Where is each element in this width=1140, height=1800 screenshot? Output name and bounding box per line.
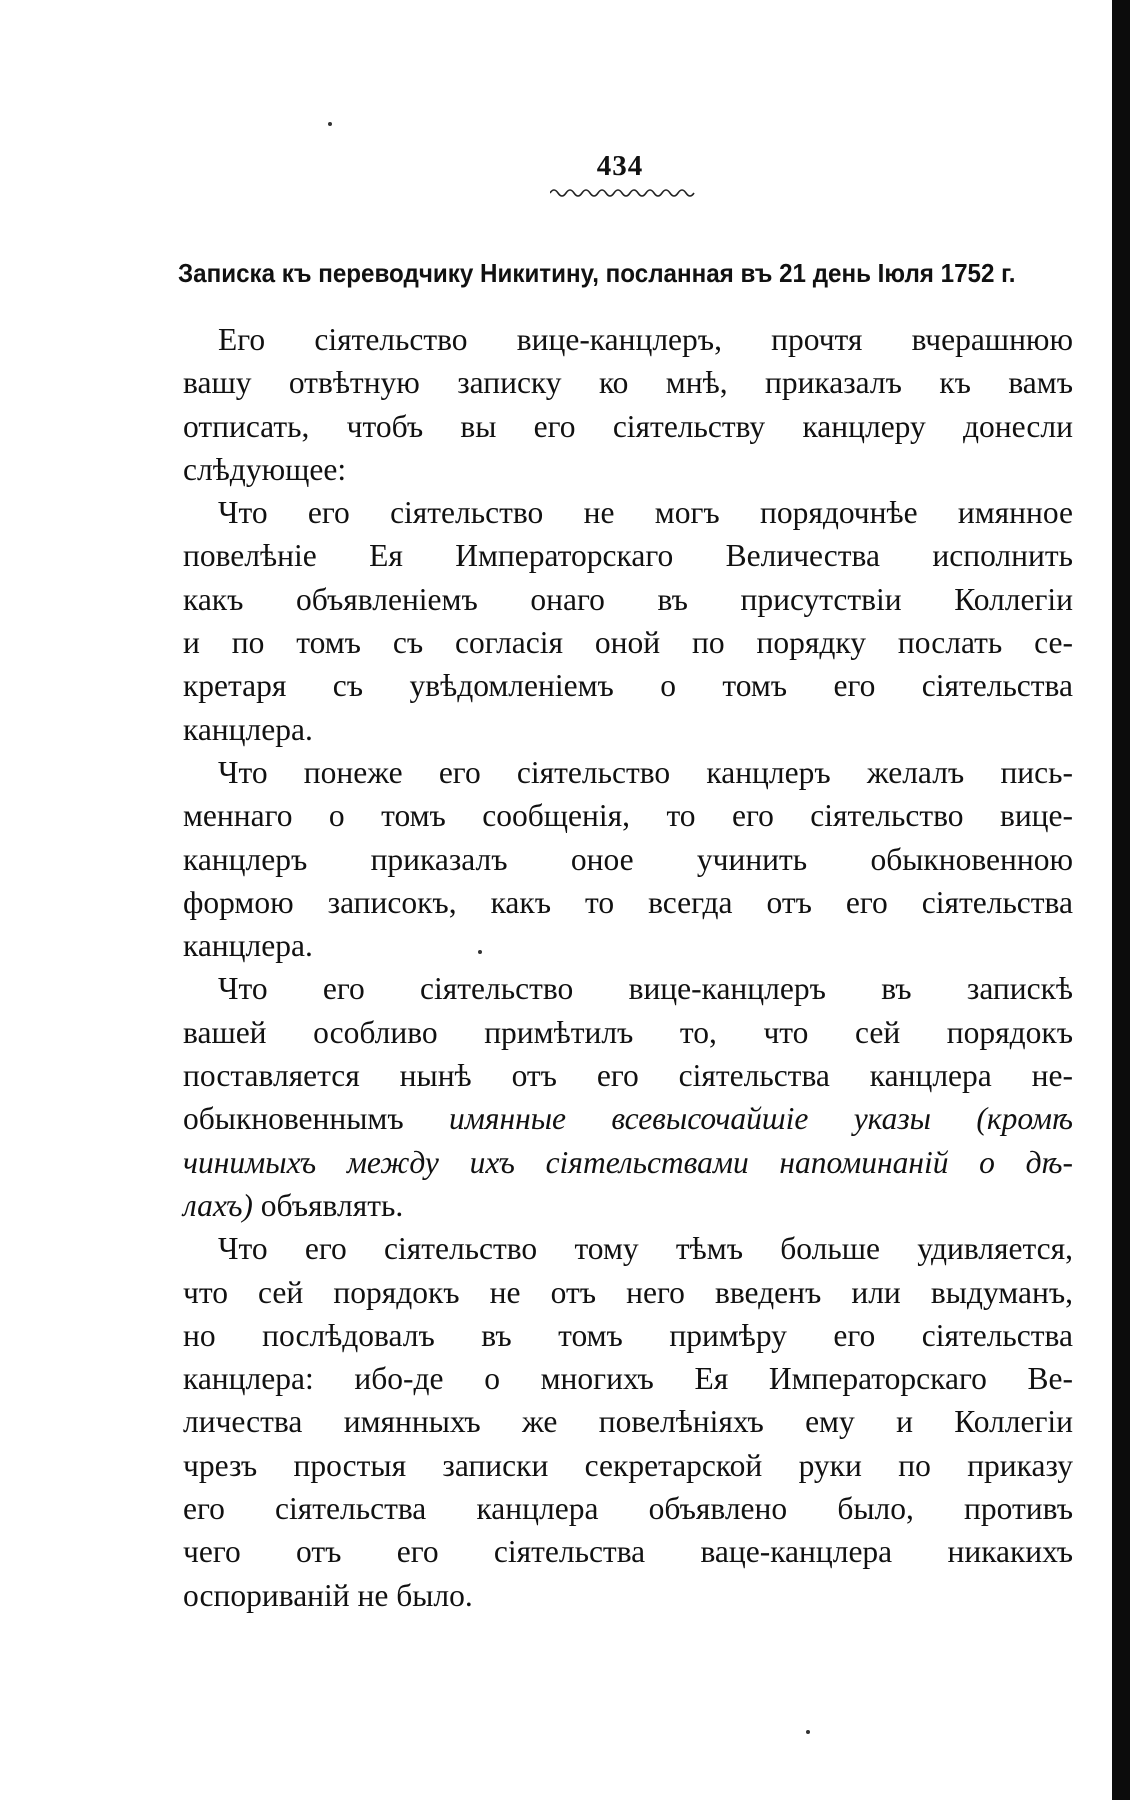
page-edge-shadow xyxy=(1112,0,1130,1800)
text-line: Что его сіятельство не могъ порядочнѣе имянное xyxy=(218,495,1073,531)
scan-speck xyxy=(806,1730,810,1734)
wavy-rule-ornament xyxy=(550,186,695,200)
text-line: оспориваній не было. xyxy=(183,1577,473,1613)
text-line: чего отъ его сіятельства ваце-канцлера никакихъ xyxy=(183,1534,1073,1570)
text-line: слѣдующее: xyxy=(183,451,347,487)
text-line: Его сіятельство вице-канцлеръ, прочтя вчерашнюю xyxy=(218,322,1073,357)
page-number: 434 xyxy=(596,150,644,182)
text-line: Что понеже его сіятельство канцлеръ желалъ пись- xyxy=(218,754,1073,790)
text-line: формою записокъ, какъ то всегда отъ его сіятельства xyxy=(183,884,1073,920)
text-line: повелѣніе Ея Императорскаго Величества исполнить xyxy=(183,538,1073,574)
text-line: канцлера. xyxy=(183,928,313,964)
text-line: Что его сіятельство тому тѣмъ больше удивляется, xyxy=(218,1231,1073,1267)
italic-text-line: чинимыхъ между ихъ сіятельствами напоминаній о дѣ- xyxy=(183,1144,1073,1180)
scan-speck xyxy=(328,122,332,126)
text-line: какъ объявленіемъ онаго въ присутствіи Коллегіи xyxy=(183,581,1073,617)
text-line: но послѣдовалъ въ томъ примѣру его сіятельства xyxy=(183,1317,1073,1353)
text-line: канцлера. xyxy=(183,711,313,747)
text-line: Что его сіятельство вице-канцлеръ въ запискѣ xyxy=(218,971,1073,1007)
text-line: личества имянныхъ же повелѣніяхъ ему и Коллегіи xyxy=(183,1404,1073,1440)
text-line: что сей порядокъ не отъ него введенъ или выдуманъ, xyxy=(183,1274,1073,1310)
document-heading: Записка къ переводчику Никитину, посланная въ 21 день Іюля 1752 г. xyxy=(178,258,1016,288)
plain-text-run: обыкновеннымъ xyxy=(183,1101,404,1137)
text-line: поставляется нынѣ отъ его сіятельства канцлера не- xyxy=(183,1058,1073,1094)
text-line: канцлеръ приказалъ оное учинить обыкновенною xyxy=(183,841,1073,877)
text-line: и по томъ съ согласія оной по порядку послать се- xyxy=(183,625,1073,661)
text-line: кретаря съ увѣдомленіемъ о томъ его сіятельства xyxy=(183,668,1073,704)
italic-text-run: имянные всевысочайшіе указы (кромѣ xyxy=(448,1101,1073,1137)
body-text xyxy=(183,318,1073,1617)
scan-speck xyxy=(478,950,482,954)
text-line: вашу отвѣтную записку ко мнѣ, приказалъ къ вамъ xyxy=(183,365,1073,401)
text-line: канцлера: ибо-де о многихъ Ея Императорскаго Ве- xyxy=(183,1361,1073,1397)
text-line: меннаго о томъ сообщенія, то его сіятельство вице- xyxy=(183,798,1073,834)
text-line: его сіятельства канцлера объявлено было, противъ xyxy=(183,1491,1073,1527)
text-line: вашей особливо примѣтилъ то, что сей порядокъ xyxy=(183,1014,1073,1050)
text-line-mixed xyxy=(183,1097,1073,1140)
italic-text-run: лахъ) xyxy=(183,1187,253,1223)
plain-text-run: объявлять. xyxy=(260,1187,404,1223)
text-line: отписать, чтобъ вы его сіятельству канцлеру донесли xyxy=(183,408,1073,444)
text-line-mixed xyxy=(183,1184,1073,1227)
text-line: чрезъ простыя записки секретарской руки по приказу xyxy=(183,1447,1073,1483)
